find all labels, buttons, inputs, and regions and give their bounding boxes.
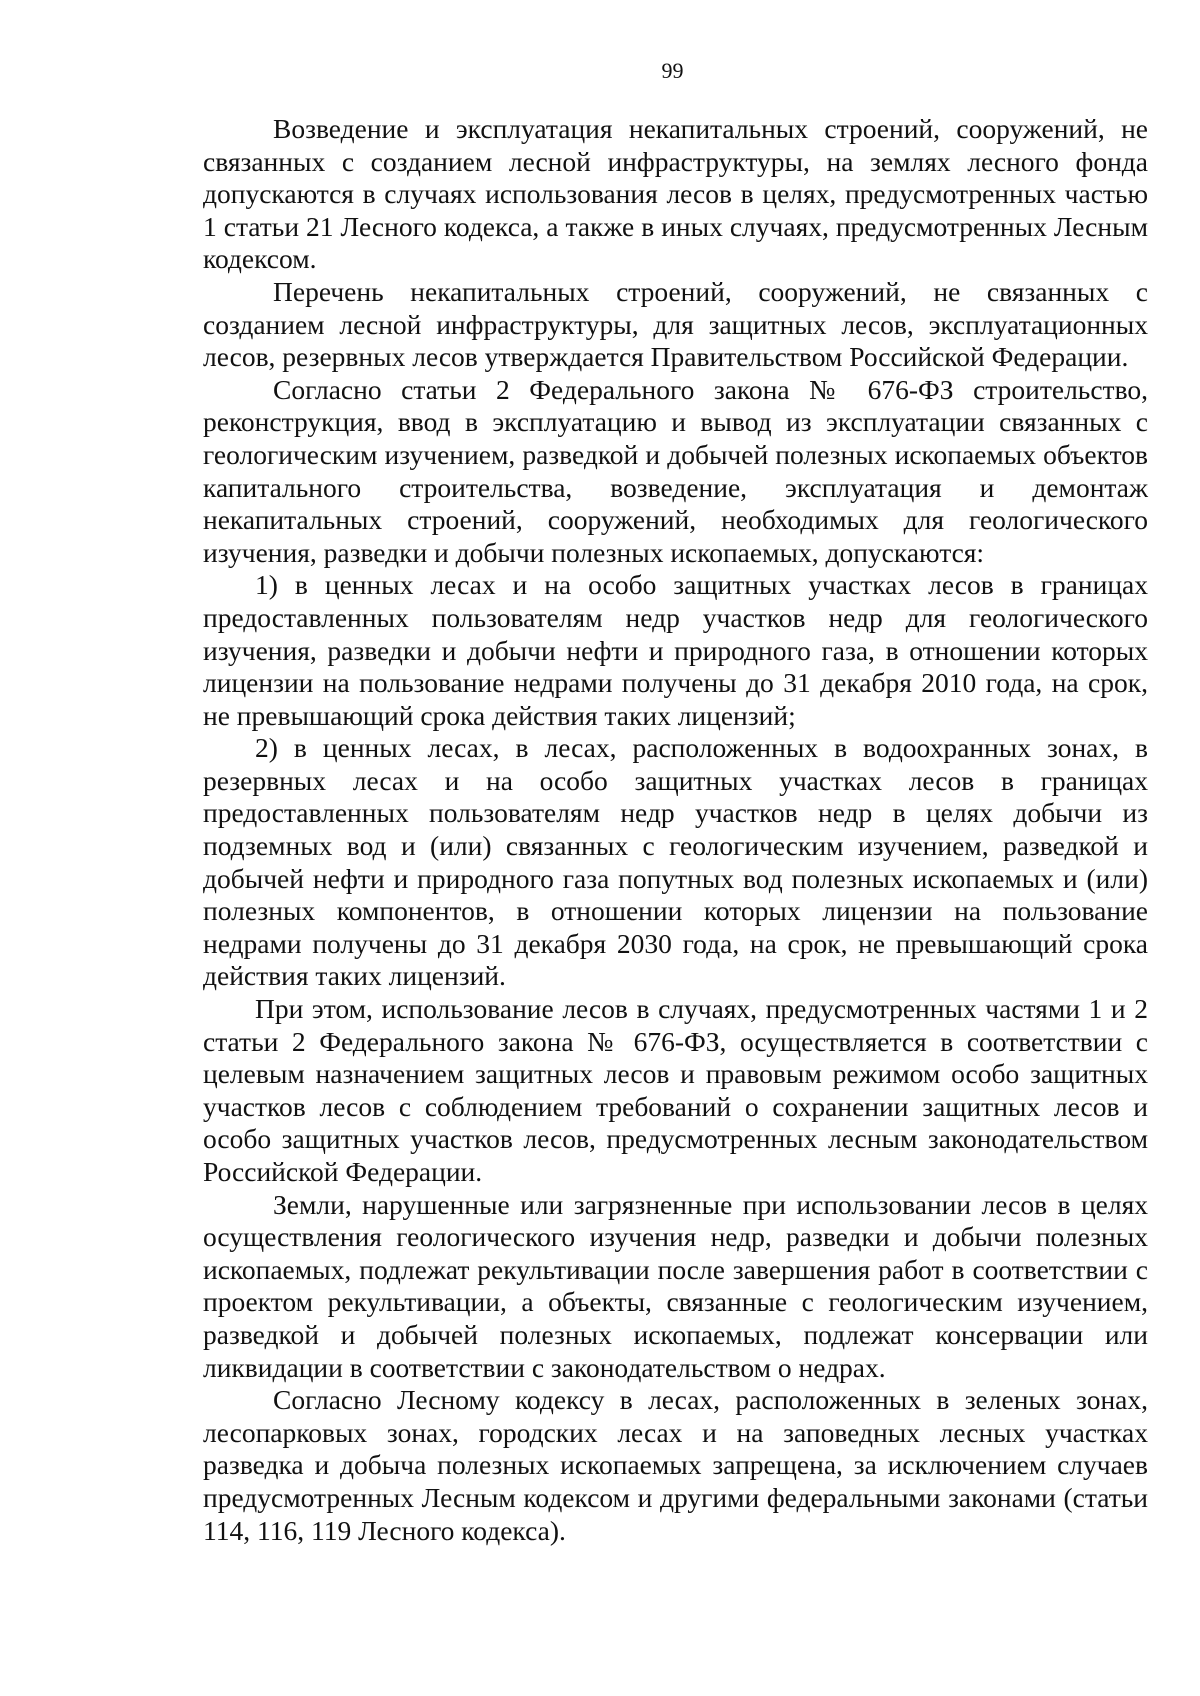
list-item-2: 2) в ценных лесах, в лесах, расположенных в водоохранных зонах, в резервных лесах и на особо защитных участках лесов в границах предоставленных пользователям недр участков недр в целях добычи из подземных вод и (или) связанных с геологическим изучением, разведкой и добычей нефти и природного газа попутных вод полезных ископаемых и (или) полезных компонентов, в отношении которых лицензии на пользование недрами получены до 31 декабря 2030 года, на срок, не превышающий срока действия таких лицензий.	[203, 732, 1148, 992]
paragraph-structures-list-approval: Перечень некапитальных строений, сооружений, не связанных с созданием лесной инфраструктуры, для защитных лесов, эксплуатационных лесов, резервных лесов утверждается Правительством Российской Федерации.	[203, 275, 1148, 373]
paragraph-land-reclamation: Земли, нарушенные или загрязненные при использовании лесов в целях осуществления геологического изучения недр, разведки и добычи полезных ископаемых, подлежат рекультивации после завершения работ в соответствии с проектом рекультивации, а объекты, связанные с геологическим изучением, разведкой и добычей полезных ископаемых, подлежат консервации или ликвидации в соответствии с законодательством о недрах.	[203, 1188, 1148, 1383]
list-item-1: 1) в ценных лесах и на особо защитных участках лесов в границах предоставленных пользователям недр участков недр для геологического изучения, разведки и добычи нефти и природного газа, в отношении которых лицензии на пользование недрами получены до 31 декабря 2010 года, на срок, не превышающий срока действия таких лицензий;	[203, 569, 1148, 731]
paragraph-mining-prohibition: Согласно Лесному кодексу в лесах, расположенных в зеленых зонах, лесопарковых зонах, городских лесах и на заповедных лесных участках разведка и добыча полезных ископаемых запрещена, за исключением случаев предусмотренных Лесным кодексом и другими федеральными законами (статьи 114, 116, 119 Лесного кодекса).	[203, 1384, 1148, 1546]
page-number: 99	[661, 58, 684, 83]
paragraph-federal-law-676: Согласно статьи 2 Федерального закона № 676-ФЗ строительство, реконструкция, ввод в эксплуатацию и вывод из эксплуатации связанных с геологическим изучением, разведкой и добычей полезных ископаемых объектов капитального строительства, возведение, эксплуатация и демонтаж некапитальных строений, сооружений, необходимых для геологического изучения, разведки и добычи полезных ископаемых, допускаются:	[203, 373, 1148, 568]
paragraph-noncapital-structures: Возведение и эксплуатация некапитальных строений, сооружений, не связанных с созданием лесной инфраструктуры, на землях лесного фонда допускаются в случаях использования лесов в целях, предусмотренных частью 1 статьи 21 Лесного кодекса, а также в иных случаях, предусмотренных Лесным кодексом.	[203, 113, 1148, 275]
paragraph-forest-use-conditions: При этом, использование лесов в случаях, предусмотренных частями 1 и 2 статьи 2 Федерального закона № 676-ФЗ, осуществляется в соответствии с целевым назначением защитных лесов и правовым режимом особо защитных участков лесов с соблюдением требований о сохранении защитных лесов и особо защитных участков лесов, предусмотренных лесным законодательством Российской Федерации.	[203, 993, 1148, 1187]
document-body	[203, 113, 1148, 1547]
